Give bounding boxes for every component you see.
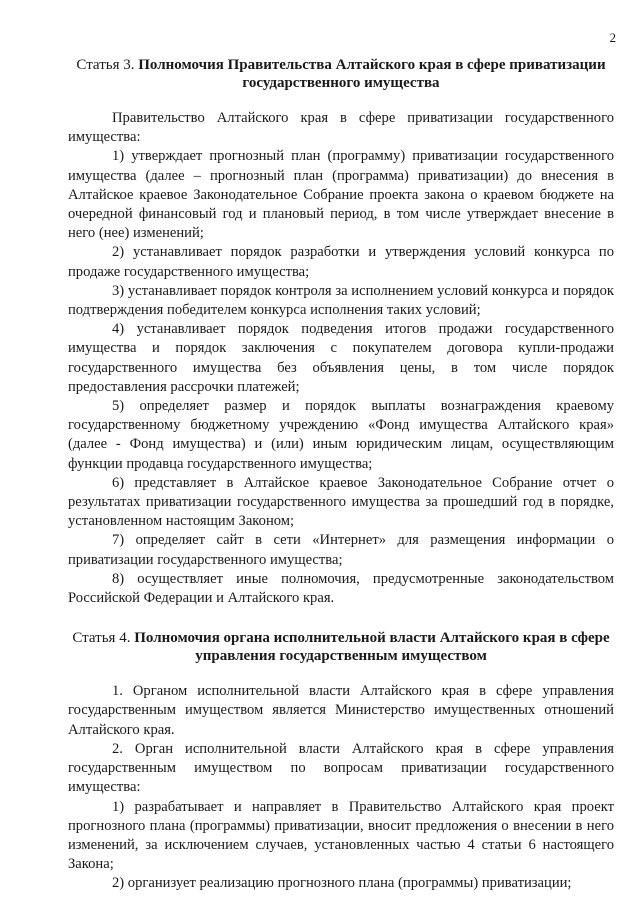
article-3-item-2: 2) устанавливает порядок разработки и утверждения условий конкурса по продаже государственного имущества;	[68, 244, 614, 280]
page-number: 2	[609, 30, 616, 45]
article-3-title: Полномочия Правительства Алтайского края в сфере приватизации государственного имущества	[138, 57, 606, 91]
article-3-item-8: 8) осуществляет иные полномочия, предусмотренные законодательством Российской Федерации и Алтайского края.	[68, 570, 614, 607]
article-3-intro: Правительство Алтайского края в сфере приватизации государственного имущества:	[68, 110, 614, 146]
document-body	[68, 56, 614, 894]
article-3-item-6: 6) представляет в Алтайское краевое Законодательное Собрание отчет о результатах приватизации государственного имущества за прошедший год в порядке, установленном настоящим Законом;	[68, 474, 614, 530]
article-4-paragraph-1: 1. Органом исполнительной власти Алтайского края в сфере управления государственным имуществом является Министерство имущественных отношений Алтайского края.	[68, 683, 614, 738]
article-3-item-7: 7) определяет сайт в сети «Интернет» для размещения информации о приватизации государственного имущества;	[68, 532, 614, 568]
article-4-heading	[68, 629, 614, 665]
article-3-item-5: 5) определяет размер и порядок выплаты вознаграждения краевому государственному бюджетному учреждению «Фонд имущества Алтайского края» (далее - Фонд имущества) и (или) иным юридическим лицам, осуществляющим функции продавца государственного имущества;	[68, 398, 614, 472]
article-3-label: Статья 3.	[76, 57, 135, 73]
article-3-item-1: 1) утверждает прогнозный план (программу) приватизации государственного имущества (далее – прогнозный план (программа) приватизации) до внесения в Алтайское краевое Законодательное Собрание проекта закона о краевом бюджете на очередной финансовый год и плановый период, в том числе утверждает внесение в него (нее) изменений;	[68, 148, 614, 242]
article-3-item-3: 3) устанавливает порядок контроля за исполнением условий конкурса и порядок подтверждения победителем конкурса исполнения таких условий;	[68, 282, 614, 319]
article-3-heading	[68, 56, 614, 92]
article-4-subitem-2: 2) организует реализацию прогнозного плана (программы) приватизации;	[112, 875, 572, 892]
article-4-label: Статья 4.	[72, 630, 131, 647]
article-4-title: Полномочия органа исполнительной власти Алтайского края в сфере управления государственным имуществом	[134, 630, 610, 665]
article-4-subitem-1: 1) разрабатывает и направляет в Правительство Алтайского края проект прогнозного плана (программы) приватизации, вносит предложения о внесении в него изменений, за исключением случаев, установленных частью 4 статьи 6 настоящего Закона;	[68, 798, 614, 873]
article-3-item-4: 4) устанавливает порядок подведения итогов продажи государственного имущества и порядок заключения с покупателем договора купли-продажи государственного имущества без объявления цены, в том числе порядок предоставления рассрочки платежей;	[68, 321, 614, 395]
article-4-paragraph-2: 2. Орган исполнительной власти Алтайского края в сфере управления государственным имуществом по вопросам приватизации государственного имущества:	[68, 740, 614, 796]
